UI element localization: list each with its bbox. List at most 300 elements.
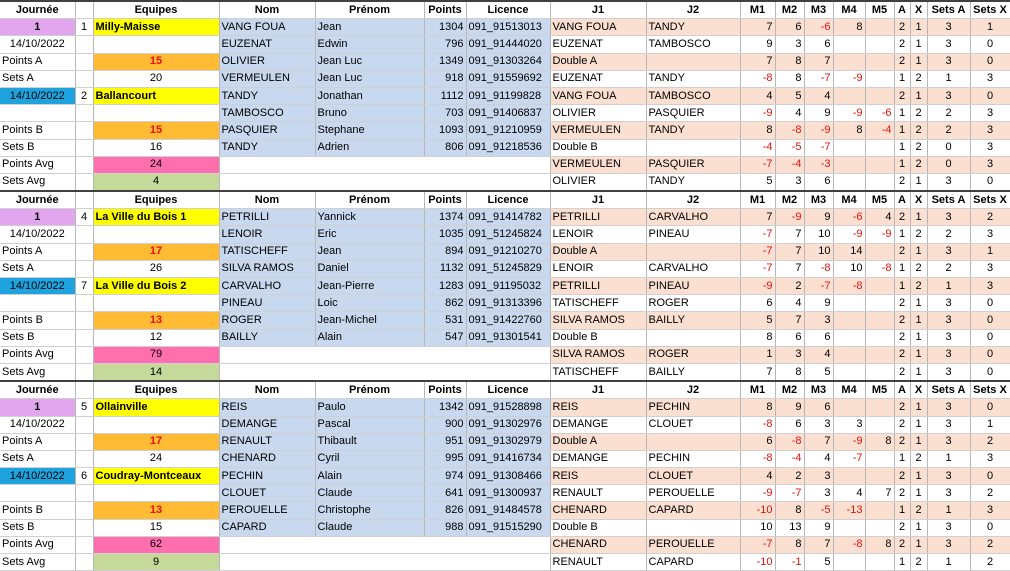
match-a[interactable]: 1 bbox=[894, 278, 910, 295]
player-prenom[interactable]: Pascal bbox=[315, 416, 424, 433]
points-a-value[interactable]: 17 bbox=[93, 243, 219, 260]
match-m1[interactable]: -7 bbox=[740, 226, 775, 243]
match-x[interactable]: 1 bbox=[910, 19, 927, 36]
match-j2[interactable]: TAMBOSCO bbox=[646, 36, 740, 53]
match-sets-x[interactable]: 3 bbox=[970, 260, 1010, 277]
match-x[interactable]: 1 bbox=[910, 243, 927, 260]
label-points-a[interactable]: Points A bbox=[0, 433, 75, 450]
player-licence[interactable]: 091_91210959 bbox=[466, 122, 550, 139]
player-licence[interactable]: 091_91515290 bbox=[466, 519, 550, 536]
match-sets-x[interactable]: 3 bbox=[970, 122, 1010, 139]
match-m3[interactable]: 4 bbox=[804, 87, 833, 104]
match-sets-a[interactable]: 1 bbox=[927, 450, 970, 467]
points-a-value[interactable]: 15 bbox=[93, 53, 219, 70]
match-sets-a[interactable]: 1 bbox=[927, 554, 970, 571]
match-sets-x[interactable]: 2 bbox=[970, 485, 1010, 502]
empty-cell[interactable] bbox=[219, 554, 550, 571]
sets-a-value[interactable]: 24 bbox=[93, 450, 219, 467]
match-m2[interactable]: 6 bbox=[775, 19, 804, 36]
label-sets-b[interactable]: Sets B bbox=[0, 139, 75, 156]
header-equipes[interactable]: Equipes bbox=[93, 381, 219, 399]
match-a[interactable]: 2 bbox=[894, 243, 910, 260]
match-j2[interactable]: PINEAU bbox=[646, 278, 740, 295]
match-sets-x[interactable]: 3 bbox=[970, 502, 1010, 519]
match-a[interactable]: 2 bbox=[894, 485, 910, 502]
match-m5[interactable] bbox=[865, 19, 894, 36]
match-sets-x[interactable]: 3 bbox=[970, 105, 1010, 122]
match-m2[interactable]: 8 bbox=[775, 502, 804, 519]
match-m1[interactable]: 8 bbox=[740, 399, 775, 416]
empty-cell[interactable] bbox=[75, 433, 93, 450]
match-m2[interactable]: 8 bbox=[775, 363, 804, 381]
header-blank[interactable] bbox=[75, 191, 93, 209]
match-x[interactable]: 1 bbox=[910, 346, 927, 363]
header-nom[interactable]: Nom bbox=[219, 191, 315, 209]
player-prenom[interactable]: Jean-Michel bbox=[315, 312, 424, 329]
match-j1[interactable]: Double A bbox=[550, 53, 646, 70]
player-licence[interactable]: 091_91210270 bbox=[466, 243, 550, 260]
match-m4[interactable] bbox=[833, 312, 865, 329]
match-m5[interactable]: 8 bbox=[865, 536, 894, 553]
match-a[interactable]: 1 bbox=[894, 139, 910, 156]
team-b-name[interactable]: La Ville du Bois 2 bbox=[93, 278, 219, 295]
match-m2[interactable]: 7 bbox=[775, 226, 804, 243]
player-nom[interactable]: EUZENAT bbox=[219, 36, 315, 53]
match-x[interactable]: 1 bbox=[910, 53, 927, 70]
match-sets-a[interactable]: 3 bbox=[927, 468, 970, 485]
player-nom[interactable]: OLIVIER bbox=[219, 53, 315, 70]
match-x[interactable]: 1 bbox=[910, 536, 927, 553]
match-m3[interactable]: 9 bbox=[804, 295, 833, 312]
match-m2[interactable]: 5 bbox=[775, 87, 804, 104]
match-m4[interactable] bbox=[833, 363, 865, 381]
match-m5[interactable] bbox=[865, 53, 894, 70]
team-b-number[interactable]: 7 bbox=[75, 278, 93, 295]
player-licence[interactable]: 091_91199828 bbox=[466, 87, 550, 104]
match-m5[interactable] bbox=[865, 139, 894, 156]
empty-cell[interactable] bbox=[75, 346, 93, 363]
player-licence[interactable]: 091_91195032 bbox=[466, 278, 550, 295]
player-points[interactable]: 988 bbox=[424, 519, 466, 536]
player-nom[interactable]: TATISCHEFF bbox=[219, 243, 315, 260]
match-sets-x[interactable]: 2 bbox=[970, 554, 1010, 571]
match-j2[interactable]: CLOUET bbox=[646, 468, 740, 485]
match-j1[interactable]: VANG FOUA bbox=[550, 19, 646, 36]
match-j2[interactable] bbox=[646, 243, 740, 260]
player-prenom[interactable]: Claude bbox=[315, 485, 424, 502]
match-j1[interactable]: DEMANGE bbox=[550, 416, 646, 433]
match-sets-a[interactable]: 3 bbox=[927, 485, 970, 502]
player-prenom[interactable]: Christophe bbox=[315, 502, 424, 519]
empty-cell[interactable] bbox=[219, 346, 550, 363]
match-m5[interactable] bbox=[865, 173, 894, 191]
match-j1[interactable]: SILVA RAMOS bbox=[550, 346, 646, 363]
match-m2[interactable]: -8 bbox=[775, 433, 804, 450]
header-prenom[interactable]: Prénom bbox=[315, 191, 424, 209]
match-sets-x[interactable]: 3 bbox=[970, 70, 1010, 87]
match-m2[interactable]: 4 bbox=[775, 295, 804, 312]
match-m2[interactable]: -5 bbox=[775, 139, 804, 156]
match-m5[interactable] bbox=[865, 554, 894, 571]
match-a[interactable]: 1 bbox=[894, 122, 910, 139]
match-j2[interactable]: PEROUELLE bbox=[646, 485, 740, 502]
match-x[interactable]: 1 bbox=[910, 399, 927, 416]
match-a[interactable]: 2 bbox=[894, 399, 910, 416]
match-j2[interactable] bbox=[646, 519, 740, 536]
empty-cell[interactable] bbox=[219, 173, 550, 191]
match-sets-x[interactable]: 3 bbox=[970, 139, 1010, 156]
match-x[interactable]: 2 bbox=[910, 260, 927, 277]
empty-cell[interactable] bbox=[75, 105, 93, 122]
empty-cell[interactable] bbox=[93, 105, 219, 122]
label-sets-a[interactable]: Sets A bbox=[0, 450, 75, 467]
header-prenom[interactable]: Prénom bbox=[315, 1, 424, 19]
match-m5[interactable] bbox=[865, 156, 894, 173]
match-sets-x[interactable]: 0 bbox=[970, 363, 1010, 381]
match-sets-x[interactable]: 0 bbox=[970, 468, 1010, 485]
match-sets-a[interactable]: 3 bbox=[927, 536, 970, 553]
player-nom[interactable]: TAMBOSCO bbox=[219, 105, 315, 122]
player-points[interactable]: 1035 bbox=[424, 226, 466, 243]
match-m1[interactable]: 8 bbox=[740, 122, 775, 139]
match-m5[interactable] bbox=[865, 346, 894, 363]
journee-number[interactable]: 1 bbox=[0, 399, 75, 416]
empty-cell[interactable] bbox=[75, 226, 93, 243]
match-j2[interactable]: CARVALHO bbox=[646, 260, 740, 277]
match-m3[interactable]: -7 bbox=[804, 139, 833, 156]
match-m4[interactable]: 4 bbox=[833, 485, 865, 502]
match-a[interactable]: 2 bbox=[894, 433, 910, 450]
empty-cell[interactable] bbox=[75, 485, 93, 502]
match-sets-a[interactable]: 3 bbox=[927, 346, 970, 363]
header-a[interactable]: A bbox=[894, 1, 910, 19]
match-m4[interactable]: -6 bbox=[833, 209, 865, 226]
match-sets-a[interactable]: 3 bbox=[927, 173, 970, 191]
match-j1[interactable]: LENOIR bbox=[550, 226, 646, 243]
label-sets-avg[interactable]: Sets Avg bbox=[0, 363, 75, 381]
match-a[interactable]: 2 bbox=[894, 536, 910, 553]
label-sets-avg[interactable]: Sets Avg bbox=[0, 173, 75, 191]
match-j2[interactable]: ROGER bbox=[646, 295, 740, 312]
match-m5[interactable] bbox=[865, 363, 894, 381]
label-sets-b[interactable]: Sets B bbox=[0, 329, 75, 346]
empty-cell[interactable] bbox=[93, 295, 219, 312]
player-prenom[interactable]: Cyril bbox=[315, 450, 424, 467]
match-m3[interactable]: 6 bbox=[804, 36, 833, 53]
player-licence[interactable]: 091_91406837 bbox=[466, 105, 550, 122]
match-m3[interactable]: -9 bbox=[804, 122, 833, 139]
match-j2[interactable]: CLOUET bbox=[646, 416, 740, 433]
match-sets-x[interactable]: 0 bbox=[970, 53, 1010, 70]
player-points[interactable]: 1304 bbox=[424, 19, 466, 36]
empty-cell[interactable] bbox=[75, 450, 93, 467]
match-x[interactable]: 1 bbox=[910, 433, 927, 450]
match-j1[interactable]: SILVA RAMOS bbox=[550, 312, 646, 329]
empty-cell[interactable] bbox=[75, 156, 93, 173]
team-b-name[interactable]: Coudray-Montceaux bbox=[93, 468, 219, 485]
player-nom[interactable]: DEMANGE bbox=[219, 416, 315, 433]
empty-cell[interactable] bbox=[75, 53, 93, 70]
player-licence[interactable]: 091_91300937 bbox=[466, 485, 550, 502]
label-points-b[interactable]: Points B bbox=[0, 122, 75, 139]
match-m3[interactable]: 5 bbox=[804, 554, 833, 571]
match-a[interactable]: 2 bbox=[894, 416, 910, 433]
match-x[interactable]: 1 bbox=[910, 173, 927, 191]
empty-cell[interactable] bbox=[93, 36, 219, 53]
match-date[interactable]: 14/10/2022 bbox=[0, 416, 75, 433]
empty-cell[interactable] bbox=[0, 295, 75, 312]
empty-cell[interactable] bbox=[219, 156, 550, 173]
match-m5[interactable]: -8 bbox=[865, 260, 894, 277]
match-sets-a[interactable]: 3 bbox=[927, 312, 970, 329]
match-a[interactable]: 2 bbox=[894, 468, 910, 485]
team-b-number[interactable]: 2 bbox=[75, 87, 93, 104]
header-journee[interactable]: Journée bbox=[0, 381, 75, 399]
player-nom[interactable]: VERMEULEN bbox=[219, 70, 315, 87]
match-sets-a[interactable]: 3 bbox=[927, 399, 970, 416]
match-x[interactable]: 2 bbox=[910, 70, 927, 87]
match-m3[interactable]: -7 bbox=[804, 70, 833, 87]
match-a[interactable]: 1 bbox=[894, 156, 910, 173]
match-sets-x[interactable]: 2 bbox=[970, 536, 1010, 553]
match-m4[interactable] bbox=[833, 156, 865, 173]
match-m5[interactable] bbox=[865, 243, 894, 260]
match-m4[interactable] bbox=[833, 329, 865, 346]
match-a[interactable]: 2 bbox=[894, 312, 910, 329]
match-m4[interactable]: 3 bbox=[833, 416, 865, 433]
match-x[interactable]: 1 bbox=[910, 329, 927, 346]
header-m4[interactable]: M4 bbox=[833, 191, 865, 209]
match-sets-x[interactable]: 0 bbox=[970, 519, 1010, 536]
match-a[interactable]: 2 bbox=[894, 519, 910, 536]
team-a-number[interactable]: 1 bbox=[75, 19, 93, 36]
match-j2[interactable]: BAILLY bbox=[646, 312, 740, 329]
match-sets-a[interactable]: 3 bbox=[927, 295, 970, 312]
player-nom[interactable]: PASQUIER bbox=[219, 122, 315, 139]
match-m5[interactable] bbox=[865, 399, 894, 416]
label-sets-b[interactable]: Sets B bbox=[0, 519, 75, 536]
match-j2[interactable]: TANDY bbox=[646, 122, 740, 139]
match-m4[interactable]: -9 bbox=[833, 226, 865, 243]
match-m4[interactable] bbox=[833, 519, 865, 536]
match-a[interactable]: 2 bbox=[894, 87, 910, 104]
match-sets-a[interactable]: 3 bbox=[927, 87, 970, 104]
match-j1[interactable]: TATISCHEFF bbox=[550, 363, 646, 381]
match-sets-x[interactable]: 0 bbox=[970, 399, 1010, 416]
match-sets-x[interactable]: 0 bbox=[970, 87, 1010, 104]
header-j1[interactable]: J1 bbox=[550, 1, 646, 19]
player-licence[interactable]: 091_91559692 bbox=[466, 70, 550, 87]
player-prenom[interactable]: Paulo bbox=[315, 399, 424, 416]
player-licence[interactable]: 091_91313396 bbox=[466, 295, 550, 312]
match-m2[interactable]: -4 bbox=[775, 450, 804, 467]
match-a[interactable]: 2 bbox=[894, 295, 910, 312]
match-m3[interactable]: 10 bbox=[804, 243, 833, 260]
player-nom[interactable]: TANDY bbox=[219, 87, 315, 104]
player-nom[interactable]: TANDY bbox=[219, 139, 315, 156]
player-points[interactable]: 806 bbox=[424, 139, 466, 156]
match-m5[interactable] bbox=[865, 502, 894, 519]
header-sets-a[interactable]: Sets A bbox=[927, 381, 970, 399]
match-m5[interactable] bbox=[865, 468, 894, 485]
player-licence[interactable]: 091_51245824 bbox=[466, 226, 550, 243]
header-sets-a[interactable]: Sets A bbox=[927, 1, 970, 19]
match-m4[interactable] bbox=[833, 468, 865, 485]
player-nom[interactable]: CAPARD bbox=[219, 519, 315, 536]
match-m5[interactable] bbox=[865, 87, 894, 104]
player-points[interactable]: 1112 bbox=[424, 87, 466, 104]
player-nom[interactable]: PETRILLI bbox=[219, 209, 315, 226]
match-m2[interactable]: 8 bbox=[775, 53, 804, 70]
player-points[interactable]: 641 bbox=[424, 485, 466, 502]
match-sets-a[interactable]: 3 bbox=[927, 433, 970, 450]
player-licence[interactable]: 091_91528898 bbox=[466, 399, 550, 416]
match-j2[interactable]: BAILLY bbox=[646, 363, 740, 381]
header-m5[interactable]: M5 bbox=[865, 1, 894, 19]
match-sets-a[interactable]: 3 bbox=[927, 209, 970, 226]
match-m4[interactable] bbox=[833, 346, 865, 363]
match-sets-a[interactable]: 3 bbox=[927, 19, 970, 36]
match-m4[interactable]: -9 bbox=[833, 70, 865, 87]
player-points[interactable]: 547 bbox=[424, 329, 466, 346]
header-journee[interactable]: Journée bbox=[0, 191, 75, 209]
match-m4[interactable]: -9 bbox=[833, 105, 865, 122]
empty-cell[interactable] bbox=[75, 502, 93, 519]
header-m1[interactable]: M1 bbox=[740, 381, 775, 399]
match-j2[interactable]: TAMBOSCO bbox=[646, 87, 740, 104]
match-m4[interactable]: 10 bbox=[833, 260, 865, 277]
match-m4[interactable]: -8 bbox=[833, 278, 865, 295]
match-sets-x[interactable]: 0 bbox=[970, 312, 1010, 329]
match-j1[interactable]: Double A bbox=[550, 433, 646, 450]
empty-cell[interactable] bbox=[75, 519, 93, 536]
match-x[interactable]: 1 bbox=[910, 485, 927, 502]
match-j1[interactable]: PETRILLI bbox=[550, 278, 646, 295]
player-nom[interactable]: PECHIN bbox=[219, 468, 315, 485]
empty-cell[interactable] bbox=[75, 139, 93, 156]
match-a[interactable]: 2 bbox=[894, 346, 910, 363]
header-m2[interactable]: M2 bbox=[775, 191, 804, 209]
match-a[interactable]: 2 bbox=[894, 209, 910, 226]
match-m2[interactable]: -1 bbox=[775, 554, 804, 571]
match-x[interactable]: 2 bbox=[910, 105, 927, 122]
team-b-name[interactable]: Ballancourt bbox=[93, 87, 219, 104]
empty-cell[interactable] bbox=[219, 363, 550, 381]
player-licence[interactable]: 091_91484578 bbox=[466, 502, 550, 519]
header-m3[interactable]: M3 bbox=[804, 191, 833, 209]
player-points[interactable]: 826 bbox=[424, 502, 466, 519]
match-m2[interactable]: 2 bbox=[775, 278, 804, 295]
match-j2[interactable]: PASQUIER bbox=[646, 105, 740, 122]
match-m1[interactable]: -8 bbox=[740, 416, 775, 433]
player-points[interactable]: 1349 bbox=[424, 53, 466, 70]
match-m3[interactable]: -7 bbox=[804, 278, 833, 295]
match-sets-x[interactable]: 2 bbox=[970, 209, 1010, 226]
header-sets-x[interactable]: Sets X bbox=[970, 191, 1010, 209]
match-m1[interactable]: -9 bbox=[740, 105, 775, 122]
points-a-value[interactable]: 17 bbox=[93, 433, 219, 450]
match-x[interactable]: 1 bbox=[910, 312, 927, 329]
points-avg-value[interactable]: 79 bbox=[93, 346, 219, 363]
match-j1[interactable]: EUZENAT bbox=[550, 70, 646, 87]
match-j1[interactable]: RENAULT bbox=[550, 554, 646, 571]
match-x[interactable]: 1 bbox=[910, 209, 927, 226]
match-m3[interactable]: 4 bbox=[804, 450, 833, 467]
player-prenom[interactable]: Yannick bbox=[315, 209, 424, 226]
header-points[interactable]: Points bbox=[424, 381, 466, 399]
sets-avg-value[interactable]: 9 bbox=[93, 554, 219, 571]
label-points-avg[interactable]: Points Avg bbox=[0, 346, 75, 363]
match-a[interactable]: 2 bbox=[894, 363, 910, 381]
player-points[interactable]: 1342 bbox=[424, 399, 466, 416]
team-a-number[interactable]: 4 bbox=[75, 209, 93, 226]
player-prenom[interactable]: Loic bbox=[315, 295, 424, 312]
match-sets-x[interactable]: 0 bbox=[970, 36, 1010, 53]
match-a[interactable]: 1 bbox=[894, 450, 910, 467]
match-m1[interactable]: -7 bbox=[740, 156, 775, 173]
player-prenom[interactable]: Edwin bbox=[315, 36, 424, 53]
match-a[interactable]: 1 bbox=[894, 502, 910, 519]
match-m3[interactable]: 6 bbox=[804, 329, 833, 346]
empty-cell[interactable] bbox=[75, 260, 93, 277]
match-m4[interactable]: -7 bbox=[833, 450, 865, 467]
match-sets-x[interactable]: 1 bbox=[970, 416, 1010, 433]
match-sets-x[interactable]: 0 bbox=[970, 173, 1010, 191]
player-prenom[interactable]: Jean Luc bbox=[315, 70, 424, 87]
empty-cell[interactable] bbox=[93, 226, 219, 243]
player-prenom[interactable]: Eric bbox=[315, 226, 424, 243]
player-points[interactable]: 951 bbox=[424, 433, 466, 450]
match-m2[interactable]: 7 bbox=[775, 312, 804, 329]
empty-cell[interactable] bbox=[75, 173, 93, 191]
match-date[interactable]: 14/10/2022 bbox=[0, 226, 75, 243]
empty-cell[interactable] bbox=[75, 122, 93, 139]
match-m2[interactable]: 3 bbox=[775, 36, 804, 53]
header-points[interactable]: Points bbox=[424, 1, 466, 19]
player-nom[interactable]: PINEAU bbox=[219, 295, 315, 312]
player-points[interactable]: 796 bbox=[424, 36, 466, 53]
match-j2[interactable]: ROGER bbox=[646, 346, 740, 363]
match-m3[interactable]: 7 bbox=[804, 53, 833, 70]
match-x[interactable]: 2 bbox=[910, 278, 927, 295]
match-m2[interactable]: 7 bbox=[775, 243, 804, 260]
player-points[interactable]: 894 bbox=[424, 243, 466, 260]
match-m5[interactable] bbox=[865, 329, 894, 346]
header-m5[interactable]: M5 bbox=[865, 191, 894, 209]
header-m1[interactable]: M1 bbox=[740, 191, 775, 209]
header-journee[interactable]: Journée bbox=[0, 1, 75, 19]
header-j2[interactable]: J2 bbox=[646, 191, 740, 209]
match-sets-a[interactable]: 2 bbox=[927, 105, 970, 122]
header-nom[interactable]: Nom bbox=[219, 1, 315, 19]
match-m5[interactable] bbox=[865, 36, 894, 53]
header-j2[interactable]: J2 bbox=[646, 1, 740, 19]
player-nom[interactable]: VANG FOUA bbox=[219, 19, 315, 36]
header-blank[interactable] bbox=[75, 1, 93, 19]
player-prenom[interactable]: Claude bbox=[315, 519, 424, 536]
match-sets-a[interactable]: 2 bbox=[927, 122, 970, 139]
match-j2[interactable]: PEROUELLE bbox=[646, 536, 740, 553]
match-sets-x[interactable]: 3 bbox=[970, 450, 1010, 467]
match-j2[interactable] bbox=[646, 433, 740, 450]
player-prenom[interactable]: Thibault bbox=[315, 433, 424, 450]
header-a[interactable]: A bbox=[894, 191, 910, 209]
match-m2[interactable]: -7 bbox=[775, 485, 804, 502]
player-points[interactable]: 1374 bbox=[424, 209, 466, 226]
header-nom[interactable]: Nom bbox=[219, 381, 315, 399]
match-j1[interactable]: Double A bbox=[550, 243, 646, 260]
match-j1[interactable]: REIS bbox=[550, 399, 646, 416]
